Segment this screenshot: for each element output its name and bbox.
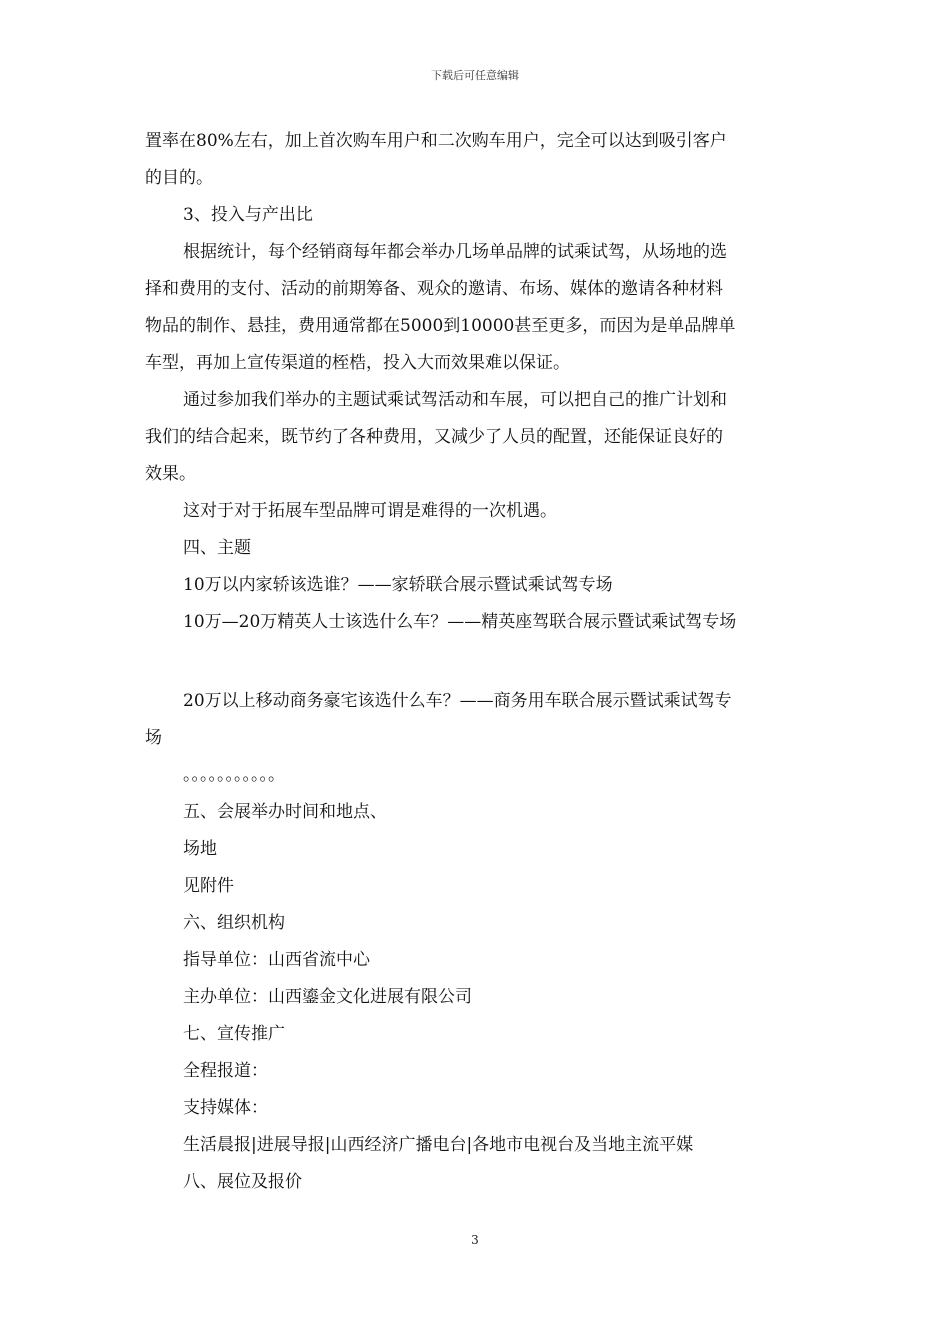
text-line: 择和费用的支付、活动的前期筹备、观众的邀请、布场、媒体的邀请各种材料 [145,279,723,299]
theme-line: 20万以上移动商务豪宅该选什么车？——商务用车联合展示暨试乘试驾专 [183,691,732,711]
text-line: 效果。 [145,464,196,484]
ellipsis-line: 。。。。。。。。。。。 [183,765,285,785]
text-line: 主办单位：山西鎏金文化进展有限公司 [183,987,472,1007]
text-line: 我们的结合起来，既节约了各种费用，又减少了人员的配置，还能保证良好的 [145,427,723,447]
section-heading: 六、组织机构 [183,913,285,933]
theme-line: 10万—20万精英人士该选什么车？——精英座驾联合展示暨试乘试驾专场 [183,612,737,632]
text-line: 置率在80%左右，加上首次购车用户和二次购车用户，完全可以达到吸引客户 [145,131,727,151]
text-line: 通过参加我们举办的主题试乘试驾活动和车展，可以把自己的推广计划和 [183,390,727,410]
text-line: 支持媒体： [183,1098,268,1118]
page-number: 3 [471,1233,479,1247]
section-heading: 七、宣传推广 [183,1024,285,1044]
blank-gap [145,641,807,683]
text-line: 根据统计，每个经销商每年都会举办几场单品牌的试乘试驾，从场地的选 [183,242,727,262]
theme-line: 10万以内家轿该选谁？——家轿联合展示暨试乘试驾专场 [183,575,613,595]
section-heading: 五、会展举办时间和地点、 [183,802,387,822]
text-line: 场地 [183,839,217,859]
text-line: 见附件 [183,876,234,896]
media-list: 生活晨报|进展导报|山西经济广播电台|各地市电视台及当地主流平媒 [183,1135,694,1155]
document-body [145,123,807,1201]
page-header: 下载后可任意编辑 [431,69,519,82]
text-line: 车型，再加上宣传渠道的桎梏，投入大而效果难以保证。 [145,353,570,373]
section-heading: 八、展位及报价 [183,1172,302,1192]
text-line: 全程报道： [183,1061,268,1081]
text-line: 这对于对于拓展车型品牌可谓是难得的一次机遇。 [183,501,557,521]
text-line: 物品的制作、悬挂，费用通常都在5000到10000甚至更多，而因为是单品牌单 [145,316,736,336]
text-line: 场 [145,728,162,748]
section-heading: 3、投入与产出比 [183,205,313,225]
text-line: 指导单位：山西省流中心 [183,950,370,970]
text-line: 的目的。 [145,168,213,188]
section-heading: 四、主题 [183,538,251,558]
